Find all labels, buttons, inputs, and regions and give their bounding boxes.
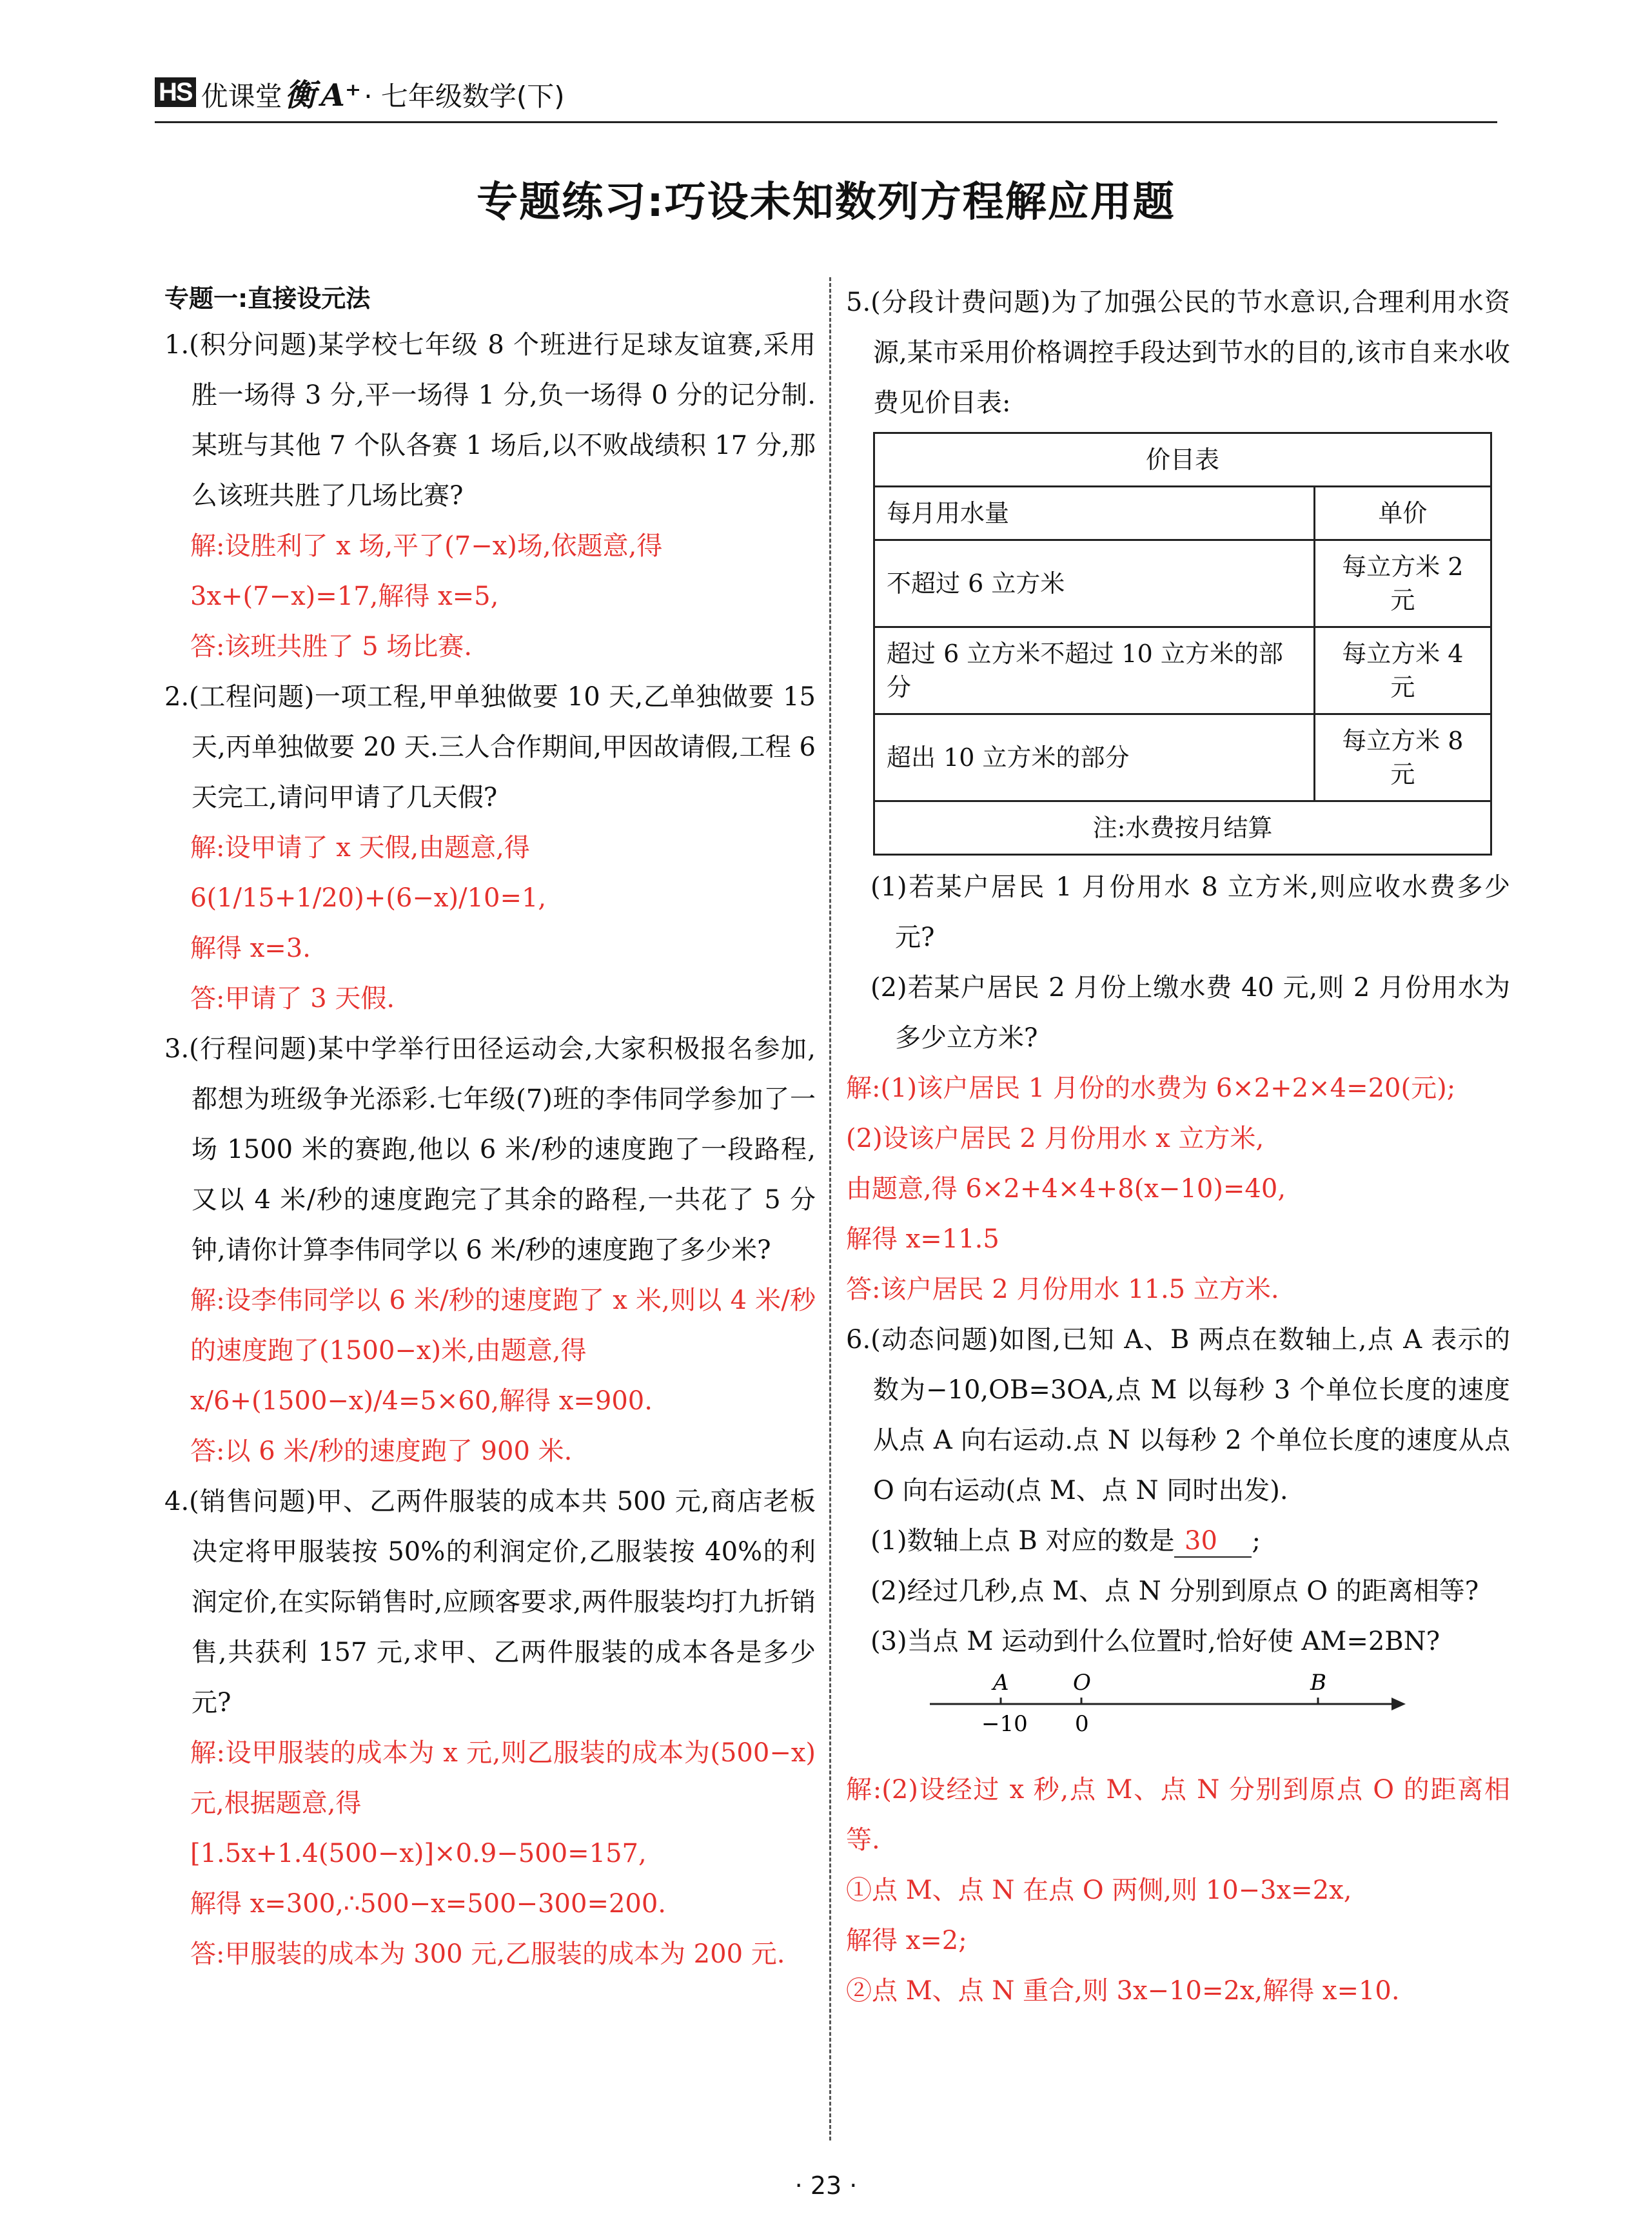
answer-line: 3x+(7−x)=17,解得 x=5, xyxy=(190,582,499,611)
answer-line: 答:甲服装的成本为 300 元,乙服装的成本为 200 元. xyxy=(190,1939,785,1969)
answer-line: 解:设甲请了 x 天假,由题意,得 xyxy=(190,833,530,863)
label-b: B xyxy=(1310,1672,1326,1696)
answer-equation: 由题意,得 6×2+4×4+8(x−10)=40, xyxy=(846,1174,1286,1204)
question-5: 5.(分段计费问题)为了加强公民的节水意识,合理利用水资源,某市采用价格调控手段达到节水的目的,该市自来水收费见价目表: xyxy=(846,288,1510,418)
price-table-note: 注:水费按月结算 xyxy=(874,801,1491,855)
answer-line: 解:设甲服装的成本为 x 元,则乙服装的成本为(500−x)元,根据题意,得 xyxy=(190,1738,816,1818)
brand-name: 优课堂衡 A⁺· 七年级数学(下) xyxy=(201,77,565,113)
column-divider xyxy=(829,277,831,2140)
answer-line: 答:以 6 米/秒的速度跑了 900 米. xyxy=(190,1436,573,1466)
table-cell: 每立方米 8 元 xyxy=(1314,714,1491,801)
section-heading: 专题一:直接设元法 xyxy=(164,284,371,313)
number-line xyxy=(923,1672,1413,1743)
question-5-part-1: (1)若某户居民 1 月份用水 8 立方米,则应收水费多少元? xyxy=(870,872,1510,952)
question-5-part-2: (2)若某户居民 2 月份上缴水费 40 元,则 2 月份用水为多少立方米? xyxy=(870,973,1510,1053)
question-6-part-1: (1)数轴上点 B 对应的数是 30 ; xyxy=(846,1516,1510,1566)
value-o: 0 xyxy=(1075,1711,1089,1737)
grade-mark: A⁺ xyxy=(320,77,362,113)
table-cell: 每立方米 2 元 xyxy=(1314,540,1491,627)
header-divider xyxy=(155,121,1497,123)
left-column xyxy=(164,277,816,1979)
answer-line: ①点 M、点 N 在点 O 两侧,则 10−3x=2x, xyxy=(846,1875,1352,1905)
answer-line: 解得 x=11.5 xyxy=(846,1224,999,1254)
label-a: A xyxy=(993,1672,1009,1696)
price-table xyxy=(873,432,1492,856)
label-o: O xyxy=(1073,1672,1091,1696)
table-cell: 超过 6 立方米不超过 10 立方米的部分 xyxy=(874,627,1315,714)
answer-line: 解得 x=300,∴500−x=500−300=200. xyxy=(190,1889,667,1919)
book-subtitle: · 七年级数学(下) xyxy=(364,80,565,112)
question-6-part-2: (2)经过几秒,点 M、点 N 分别到原点 O 的距离相等? xyxy=(870,1576,1479,1606)
answer-line: 解得 x=3. xyxy=(190,934,311,963)
table-header-usage: 每月用水量 xyxy=(874,487,1315,540)
answer-line: 解:(1)该户居民 1 月份的水费为 6×2+2×4=20(元); xyxy=(846,1073,1456,1103)
answer-line: (2)设该户居民 2 月份用水 x 立方米, xyxy=(846,1124,1264,1153)
answer-blank: 30 xyxy=(1174,1525,1252,1558)
answer-line: 解:设胜利了 x 场,平了(7−x)场,依题意,得 xyxy=(190,531,663,561)
table-cell: 不超过 6 立方米 xyxy=(874,540,1315,627)
answer-line: 答:该户居民 2 月份用水 11.5 立方米. xyxy=(846,1275,1279,1304)
hs-logo: HS xyxy=(155,77,196,107)
value-a: −10 xyxy=(981,1711,1028,1737)
answer-line: 解:(2)设经过 x 秒,点 M、点 N 分别到原点 O 的距离相等. xyxy=(846,1775,1510,1855)
page-header xyxy=(155,70,565,115)
question-6: 6.(动态问题)如图,已知 A、B 两点在数轴上,点 A 表示的数为−10,OB=3OA,点 M 以每秒 3 个单位长度的速度从点 A 向右运动.点 N 以每秒 2 个单位长度的速度从点 O 向右运动(点 M、点 N 同时出发). xyxy=(846,1325,1510,1505)
table-cell: 每立方米 4 元 xyxy=(1314,627,1491,714)
answer-line: 解:设李伟同学以 6 米/秒的速度跑了 x 米,则以 4 米/秒的速度跑了(1500−x)米,由题意,得 xyxy=(190,1286,816,1366)
question-3: 3.(行程问题)某中学举行田径运动会,大家积极报名参加,都想为班级争光添彩.七年级(7)班的李伟同学参加了一场 1500 米的赛跑,他以 6 米/秒的速度跑了一段路程,又以 4 米/秒的速度跑完了其余的路程,一共花了 5 分钟,请你计算李伟同学以 6 米/秒的速度跑了多少米? xyxy=(164,1034,816,1265)
answer-equation: 6(1/15+1/20)+(6−x)/10=1, xyxy=(190,883,547,913)
page-title: 专题练习:巧设未知数列方程解应用题 xyxy=(477,179,1175,226)
price-table-caption: 价目表 xyxy=(874,433,1491,487)
table-header-price: 单价 xyxy=(1314,487,1491,540)
answer-equation: x/6+(1500−x)/4=5×60,解得 x=900. xyxy=(190,1386,653,1416)
number-line-arrow xyxy=(1391,1698,1406,1710)
number-line-figure xyxy=(923,1672,1510,1759)
question-2: 2.(工程问题)一项工程,甲单独做要 10 天,乙单独做要 15 天,丙单独做要 20 天.三人合作期间,甲因故请假,工程 6 天完工,请问甲请了几天假? xyxy=(164,682,816,812)
question-4: 4.(销售问题)甲、乙两件服装的成本共 500 元,商店老板决定将甲服装按 50%的利润定价,乙服装按 40%的利润定价,在实际销售时,应顾客要求,两件服装均打九折销售,共获利 157 元,求甲、乙两件服装的成本各是多少元? xyxy=(164,1487,816,1718)
question-1: 1.(积分问题)某学校七年级 8 个班进行足球友谊赛,采用胜一场得 3 分,平一场得 1 分,负一场得 0 分的记分制.某班与其他 7 个队各赛 1 场后,以不败战绩积 17 分,那么该班共胜了几场比赛? xyxy=(164,330,816,511)
answer-equation: [1.5x+1.4(500−x)]×0.9−500=157, xyxy=(190,1839,647,1868)
right-column xyxy=(846,277,1510,2016)
answer-line: 解得 x=2; xyxy=(846,1926,967,1955)
answer-line: 答:甲请了 3 天假. xyxy=(190,984,395,1014)
answer-line: ②点 M、点 N 重合,则 3x−10=2x,解得 x=10. xyxy=(846,1976,1400,2006)
table-cell: 超出 10 立方米的部分 xyxy=(874,714,1315,801)
question-6-part-3: (3)当点 M 运动到什么位置时,恰好使 AM=2BN? xyxy=(870,1627,1441,1656)
brand-calligraphy: 衡 xyxy=(284,77,316,113)
page-number: · 23 · xyxy=(794,2171,858,2200)
answer-line: 答:该班共胜了 5 场比赛. xyxy=(190,632,473,661)
